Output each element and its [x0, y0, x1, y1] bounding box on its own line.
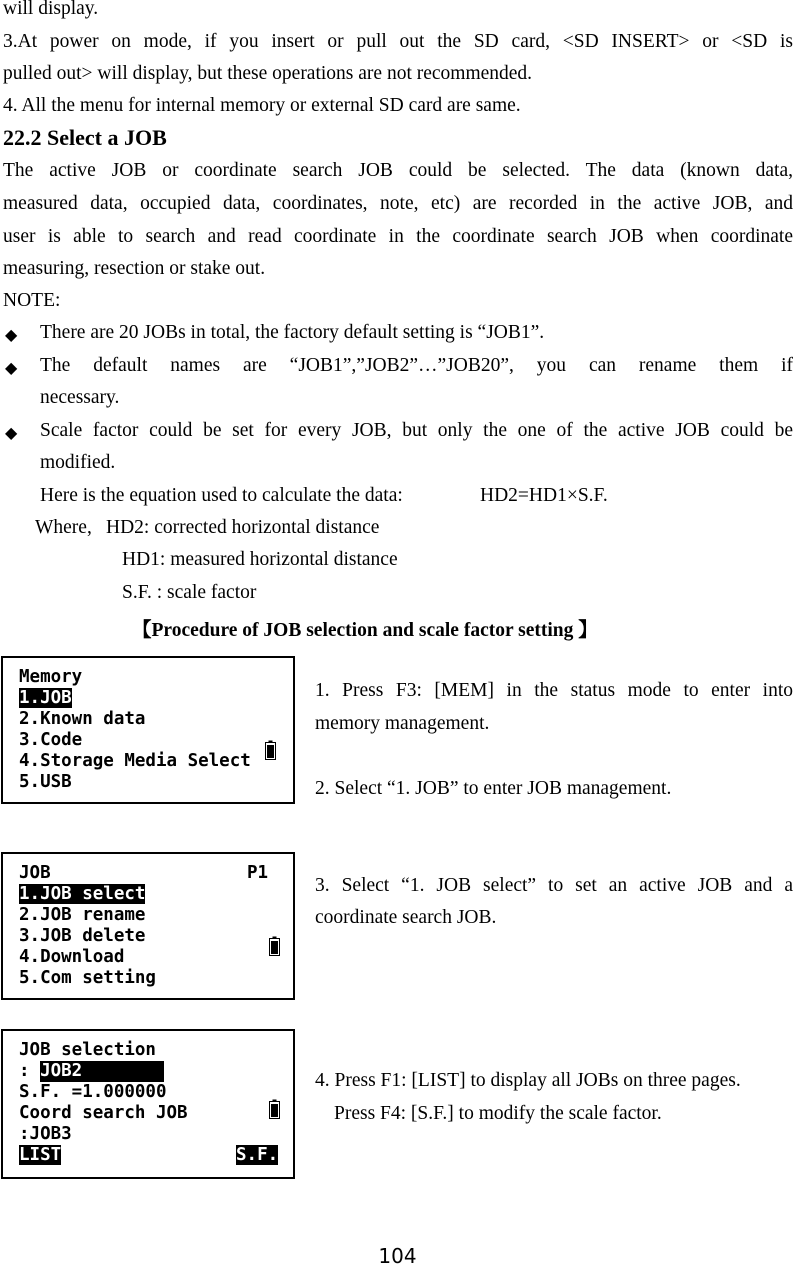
- softkey-list[interactable]: LIST: [19, 1145, 62, 1165]
- section-paragraph-line-4: measuring, resection or stake out.: [3, 258, 266, 279]
- step-1-line-2: memory management.: [315, 713, 490, 734]
- section-paragraph-line-3: user is able to search and read coordinate in the coordinate search JOB when coordinate: [3, 226, 793, 247]
- screen-title: JOB selection: [19, 1040, 156, 1060]
- bullet-diamond-icon: ◆: [5, 360, 18, 377]
- section-paragraph-line-2: measured data, occupied data, coordinates, note, etc) are recorded in the active JOB, and: [3, 193, 793, 214]
- intro-line-continuation: will display.: [3, 0, 99, 19]
- menu-item-download[interactable]: 4.Download: [19, 947, 125, 967]
- intro-paragraph-4: 4. All the menu for internal memory or external SD card are same.: [3, 95, 521, 116]
- coord-search-job-label: Coord search JOB: [19, 1103, 188, 1123]
- active-job-field[interactable]: JOB2: [40, 1061, 164, 1082]
- intro-paragraph-3-line-1: 3.At power on mode, if you insert or pull out the SD card, <SD INSERT> or <SD is: [3, 31, 793, 52]
- procedure-title: 【Procedure of JOB selection and scale factor setting 】: [132, 620, 598, 641]
- menu-item-job-delete[interactable]: 3.JOB delete: [19, 926, 146, 946]
- bullet-2-text-line-2: necessary.: [40, 387, 120, 408]
- step-1-line-1: 1. Press F3: [MEM] in the status mode to enter into: [315, 680, 793, 701]
- section-heading: 22.2 Select a JOB: [3, 125, 167, 150]
- bullet-1-text: There are 20 JOBs in total, the factory default setting is “JOB1”.: [40, 322, 545, 343]
- bullet-diamond-icon: ◆: [5, 425, 18, 442]
- menu-item-known-data[interactable]: 2.Known data: [19, 709, 146, 729]
- where-definition-hd1: HD1: measured horizontal distance: [122, 549, 398, 570]
- step-2: 2. Select “1. JOB” to enter JOB management.: [315, 778, 672, 799]
- page-indicator: P1: [247, 863, 269, 883]
- screen-title: JOB: [19, 863, 51, 883]
- battery-icon: [269, 936, 280, 956]
- lcd-screen-memory: [1, 656, 295, 804]
- menu-item-usb[interactable]: 5.USB: [19, 772, 72, 792]
- softkey-scale-factor[interactable]: S.F.: [236, 1145, 279, 1165]
- bullet-2-text-line-1: The default names are “JOB1”,”JOB2”…”JOB20”, you can rename them if: [40, 355, 793, 376]
- menu-item-job-select-selected[interactable]: 1.JOB select: [19, 884, 146, 904]
- coord-search-job-value[interactable]: :JOB3: [19, 1124, 72, 1144]
- page-number: 104: [378, 1244, 417, 1268]
- bullet-3-text-line-2: modified.: [40, 452, 116, 473]
- lcd-screen-job: [1, 852, 295, 1000]
- equation-intro: Here is the equation used to calculate the data:: [40, 485, 403, 506]
- where-definition-hd2: HD2: corrected horizontal distance: [106, 517, 380, 538]
- battery-icon: [265, 740, 276, 760]
- menu-item-com-setting[interactable]: 5.Com setting: [19, 968, 156, 988]
- step-3-line-2: coordinate search JOB.: [315, 907, 497, 928]
- scale-factor-value: S.F. =1.000000: [19, 1082, 167, 1102]
- note-label: NOTE:: [3, 290, 61, 311]
- battery-icon: [269, 1099, 280, 1119]
- where-definition-sf: S.F. : scale factor: [122, 582, 257, 603]
- menu-item-job-rename[interactable]: 2.JOB rename: [19, 905, 146, 925]
- active-job-prefix: :: [19, 1061, 41, 1081]
- bullet-3-text-line-1: Scale factor could be set for every JOB, but only the one of the active JOB could be: [40, 420, 793, 441]
- equation: HD2=HD1×S.F.: [480, 485, 608, 506]
- menu-item-job-selected[interactable]: 1.JOB: [19, 688, 72, 708]
- step-4-line-1: 4. Press F1: [LIST] to display all JOBs on three pages.: [315, 1070, 741, 1091]
- menu-item-code[interactable]: 3.Code: [19, 730, 83, 750]
- bullet-diamond-icon: ◆: [5, 327, 18, 344]
- step-3-line-1: 3. Select “1. JOB select” to set an active JOB and a: [315, 875, 793, 896]
- where-label: Where,: [35, 517, 92, 538]
- step-4-line-2: Press F4: [S.F.] to modify the scale factor.: [334, 1103, 662, 1124]
- screen-title: Memory: [19, 667, 83, 687]
- intro-paragraph-3-line-2: pulled out> will display, but these operations are not recommended.: [3, 63, 533, 84]
- menu-item-storage-media-select[interactable]: 4.Storage Media Select: [19, 751, 251, 771]
- lcd-screen-job-selection: [1, 1029, 295, 1179]
- section-paragraph-line-1: The active JOB or coordinate search JOB could be selected. The data (known data,: [3, 160, 793, 181]
